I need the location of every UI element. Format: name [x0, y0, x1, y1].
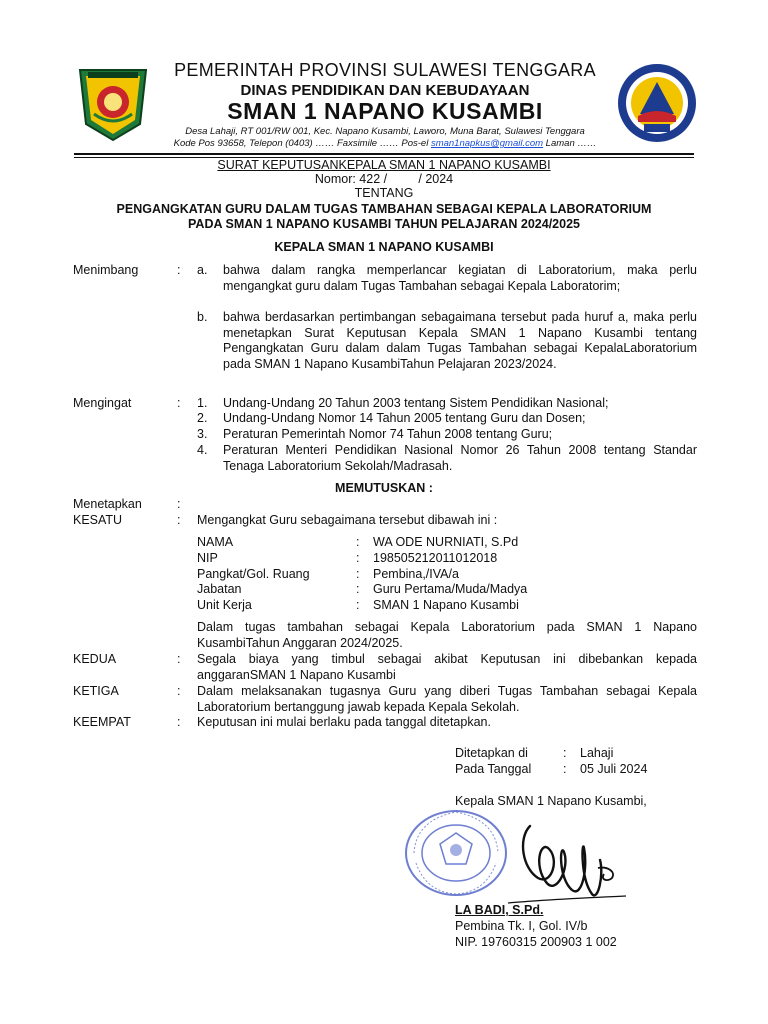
decree-tentang: TENTANG: [354, 186, 414, 200]
ditetapkan-colon: :: [563, 746, 567, 760]
ketiga-label: KETIGA: [73, 684, 119, 698]
field-unit-value: SMAN 1 Napano Kusambi: [373, 598, 519, 612]
signer-rank: Pembina Tk. I, Gol. IV/b: [455, 919, 588, 933]
kedua-label: KEDUA: [73, 652, 117, 666]
decree-title: SURAT KEPUTUSANKEPALA SMAN 1 NAPANO KUSAMBI: [217, 158, 551, 172]
mengingat-colon: :: [177, 396, 181, 410]
ditetapkan-label: Ditetapkan di: [455, 746, 528, 760]
mengingat-marker-2: 2.: [197, 411, 208, 425]
field-jabatan-label: Jabatan: [197, 582, 242, 596]
decree-number: Nomor: 422 / / 2024: [314, 172, 454, 186]
field-nip-colon: :: [356, 551, 360, 565]
kesatu-text: Mengangkat Guru sebagaimana tersebut dibawah ini :: [197, 513, 498, 527]
letterhead-school-name: SMAN 1 NAPANO KUSAMBI: [227, 98, 543, 124]
field-nip-value: 198505212011012018: [373, 551, 498, 565]
mengingat-marker-4: 4.: [197, 443, 208, 457]
menimbang-item-a: bahwa dalam rangka memperlancar kegiatan di Laboratorium, maka perlu mengangkat guru dalam Tugas Tambahan sebagai Kepala Laboratorim;: [223, 263, 697, 293]
letterhead-government: PEMERINTAH PROVINSI SULAWESI TENGGARA: [174, 60, 596, 80]
contact-prefix: Kode Pos 93658, Telepon (0403) …… Faxsimile …… Pos-el: [173, 138, 431, 149]
menimbang-marker-a: a.: [197, 263, 208, 277]
kesatu-tail: Dalam tugas tambahan sebagai Kepala Laboratorium pada SMAN 1 Napano KusambiTahun Anggaran 2024/2025.: [197, 620, 697, 650]
menetapkan-colon: :: [177, 497, 181, 511]
letterhead-rule-thick: [74, 153, 694, 155]
signer-nip: NIP. 19760315 200903 1 002: [455, 935, 617, 949]
signer-name: LA BADI, S.Pd.: [455, 903, 544, 917]
field-pangkat-value: Pembina,/IVA/a: [373, 567, 459, 581]
keempat-label: KEEMPAT: [73, 715, 131, 729]
ketiga-colon: :: [177, 684, 181, 698]
kesatu-colon: :: [177, 513, 181, 527]
tanggal-value: 05 Juli 2024: [580, 762, 648, 776]
menimbang-label: Menimbang: [73, 263, 139, 277]
mengingat-item-1: Undang-Undang 20 Tahun 2003 tentang Sistem Pendidikan Nasional;: [223, 396, 609, 410]
decree-issuer: KEPALA SMAN 1 NAPANO KUSAMBI: [274, 240, 494, 254]
decree-subject-line2: PADA SMAN 1 NAPANO KUSAMBI TAHUN PELAJARAN 2024/2025: [188, 217, 580, 231]
field-nip-label: NIP: [197, 551, 218, 565]
menimbang-item-b: bahwa berdasarkan pertimbangan sebagaimana tersebut pada huruf a, maka perlu menetapkan Surat Keputusan Kepala SMAN 1 Napano Kusambi tentang Pengangkatan Guru dalam dalam Tugas Tambahan sebagai KepalaLaboratorium pada SMAN 1 Napano KusambiTahun Pelajaran 2023/2024.: [223, 310, 697, 371]
handwritten-signature: [500, 808, 630, 913]
field-unit-label: Unit Kerja: [197, 598, 252, 612]
decree-subject-line1: PENGANGKATAN GURU DALAM TUGAS TAMBAHAN SEBAGAI KEPALA LABORATORIUM: [116, 202, 652, 216]
memutuskan-heading: MEMUTUSKAN :: [335, 481, 433, 495]
field-pangkat-label: Pangkat/Gol. Ruang: [197, 567, 310, 581]
kesatu-label: KESATU: [73, 513, 123, 527]
field-jabatan-colon: :: [356, 582, 360, 596]
field-nama-label: NAMA: [197, 535, 234, 549]
menimbang-marker-b: b.: [197, 310, 208, 324]
mengingat-item-4: Peraturan Menteri Pendidikan Nasional Nomor 26 Tahun 2008 tentang Standar Tenaga Laboratorium Sekolah/Madrasah.: [223, 443, 697, 473]
mengingat-item-2: Undang-Undang Nomor 14 Tahun 2005 tentang Guru dan Dosen;: [223, 411, 586, 425]
ditetapkan-value: Lahaji: [580, 746, 614, 760]
field-unit-colon: :: [356, 598, 360, 612]
signer-position: Kepala SMAN 1 Napano Kusambi,: [455, 794, 647, 808]
keempat-text: Keputusan ini mulai berlaku pada tanggal ditetapkan.: [197, 715, 491, 729]
mengingat-label: Mengingat: [73, 396, 132, 410]
field-pangkat-colon: :: [356, 567, 360, 581]
ketiga-text: Dalam melaksanakan tugasnya Guru yang diberi Tugas Tambahan sebagai Kepala Laboratorium bertanggung jawab kepada Kepala Sekolah.: [197, 684, 697, 714]
official-stamp-seal: [404, 808, 509, 898]
field-jabatan-value: Guru Pertama/Muda/Madya: [373, 582, 528, 596]
contact-suffix: Laman ……: [543, 138, 597, 149]
field-nama-colon: :: [356, 535, 360, 549]
letterhead-address: Desa Lahaji, RT 001/RW 001, Kec. Napano Kusambi, Laworo, Muna Barat, Sulawesi Tenggara: [185, 126, 585, 137]
decree-subject: [60, 202, 708, 232]
mengingat-marker-3: 3.: [197, 427, 208, 441]
email-link[interactable]: sman1napkus@gmail.com: [430, 138, 544, 149]
mengingat-marker-1: 1.: [197, 396, 208, 410]
menimbang-colon: :: [177, 263, 181, 277]
letterhead-contact: [140, 138, 630, 149]
keempat-colon: :: [177, 715, 181, 729]
kedua-text: Segala biaya yang timbul sebagai akibat Keputusan ini dibebankan kepada anggaranSMAN 1 Napano Kusambi: [197, 652, 697, 682]
tanggal-colon: :: [563, 762, 567, 776]
letterhead-department: DINAS PENDIDIKAN DAN KEBUDAYAAN: [240, 82, 530, 99]
tanggal-label: Pada Tanggal: [455, 762, 532, 776]
kedua-colon: :: [177, 652, 181, 666]
menetapkan-label: Menetapkan: [73, 497, 142, 511]
mengingat-item-3: Peraturan Pemerintah Nomor 74 Tahun 2008 tentang Guru;: [223, 427, 553, 441]
field-nama-value: WA ODE NURNIATI, S.Pd: [373, 535, 519, 549]
